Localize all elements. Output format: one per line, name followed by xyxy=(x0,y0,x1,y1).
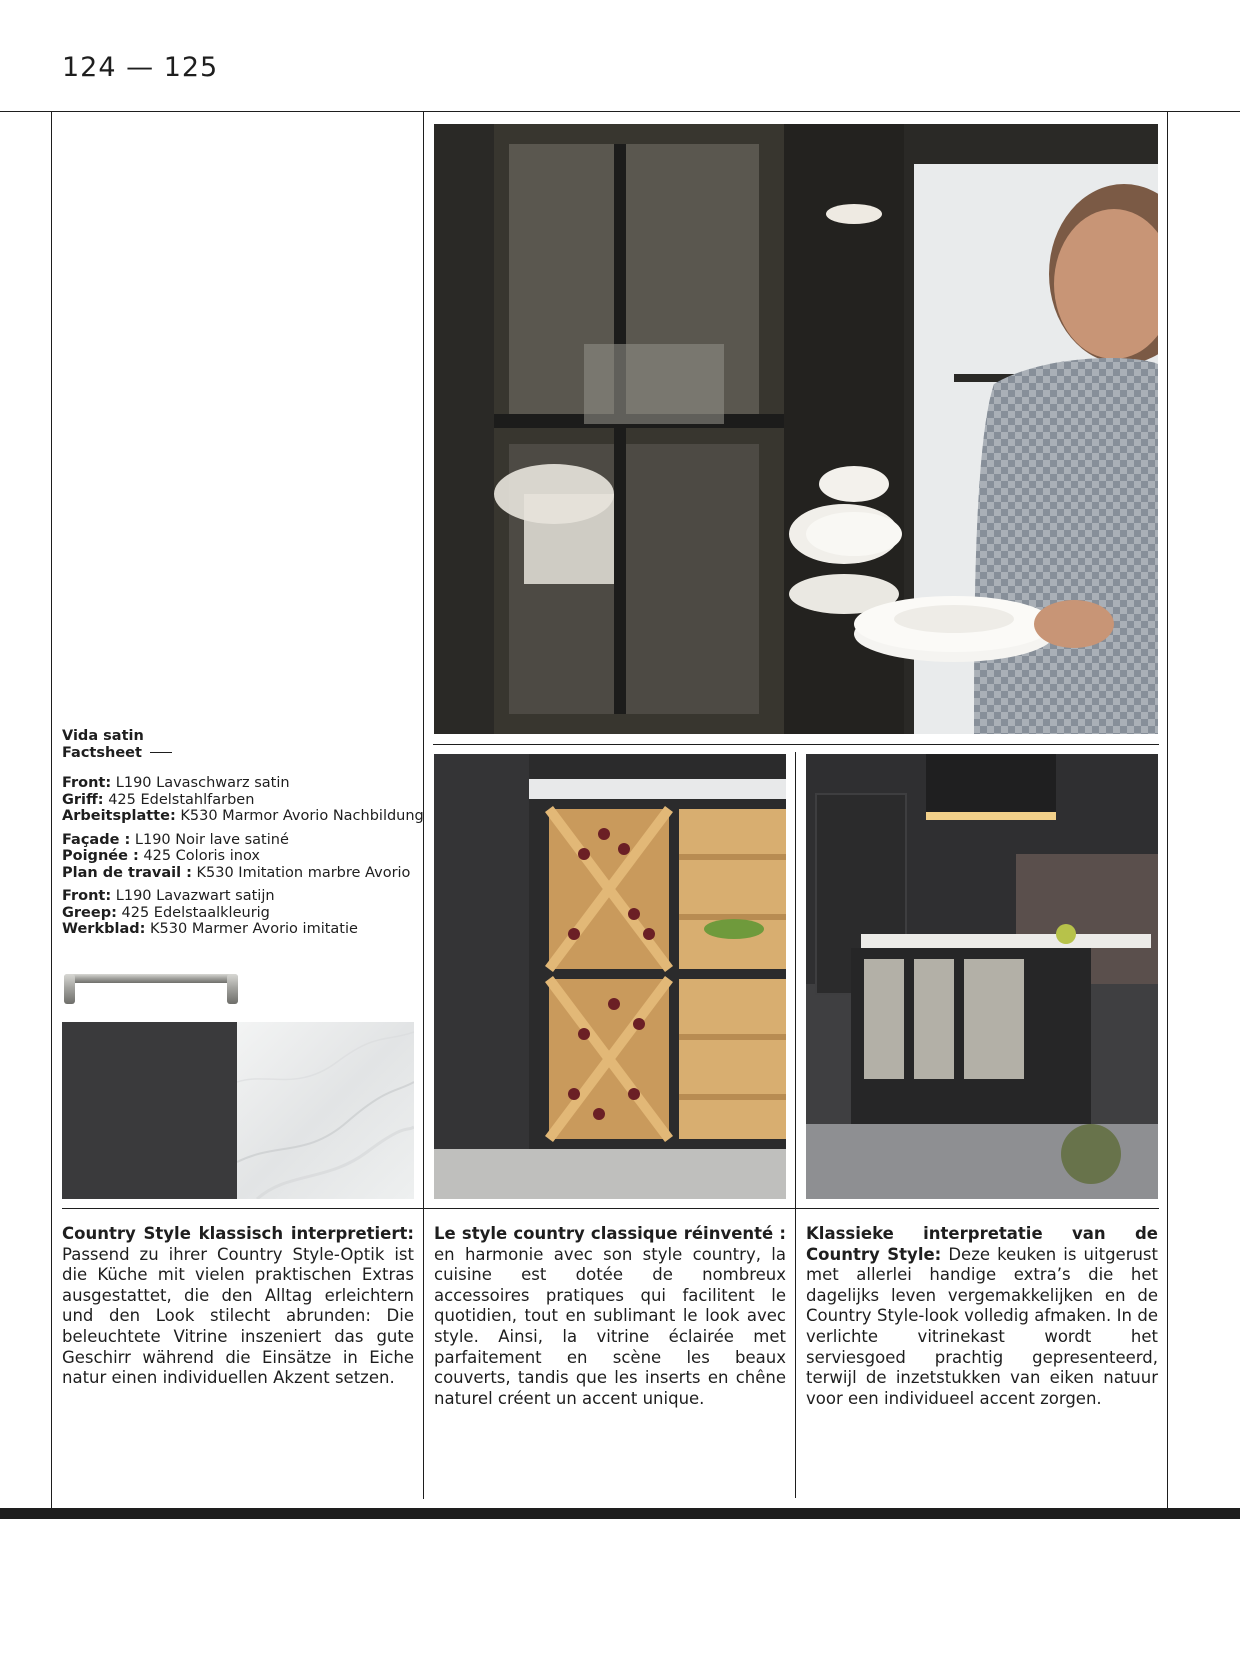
column-de-body: Passend zu ihrer Country Style-Optik ist die Küche mit vielen praktischen Extras ausgestattet, die den Alltag erleichtern und den Look stilecht abrunden: Die beleuchtete Vitrine inszeniert das gute Geschirr während die Einsätze in Eiche natur einen individuellen Akzent setzen. xyxy=(62,1244,414,1388)
column-divider-2 xyxy=(795,752,796,1498)
spec-key: Greep: xyxy=(62,904,117,921)
spec-value: L190 Lavaschwarz satin xyxy=(115,775,290,791)
factsheet-label-row xyxy=(62,745,417,762)
factsheet-dash xyxy=(150,752,172,753)
factsheet-label: Factsheet xyxy=(62,744,142,761)
spec-key: Werkblad: xyxy=(62,921,146,937)
spec-value: 425 Coloris inox xyxy=(143,848,260,864)
vitrine-photo xyxy=(434,124,1158,734)
spec-key: Front: xyxy=(62,888,112,904)
front-color-swatch xyxy=(62,1022,237,1199)
spec-row xyxy=(62,832,417,849)
text-section-rule xyxy=(62,1208,1159,1209)
column-divider-1 xyxy=(423,111,424,1499)
spec-key: Arbeitsplatte: xyxy=(62,808,176,824)
photo-divider-rule xyxy=(433,744,1159,745)
spec-row xyxy=(62,865,417,882)
spec-key: Plan de travail : xyxy=(62,864,192,881)
handle-swatch xyxy=(62,968,240,1008)
spec-value: K530 Imitation marbre Avorio xyxy=(196,864,411,881)
spec-row xyxy=(62,921,417,938)
column-de-heading: Country Style klassisch interpretiert: xyxy=(62,1224,414,1243)
spec-value: 425 Edelstaalkleurig xyxy=(121,904,270,921)
spec-row xyxy=(62,905,417,922)
column-de xyxy=(62,1224,414,1389)
kitchen-island-photo xyxy=(806,754,1158,1199)
spec-row xyxy=(62,792,417,809)
spec-key: Griff: xyxy=(62,791,104,808)
column-fr-heading: Le style country classique réinventé : xyxy=(434,1224,786,1243)
spec-row xyxy=(62,888,417,905)
spec-value: L190 Lavazwart satijn xyxy=(115,888,275,904)
page-numbers: 124 — 125 xyxy=(62,52,219,83)
right-frame-line xyxy=(1167,111,1168,1509)
column-nl-heading: Klassieke interpretatie van de Country Style: xyxy=(806,1224,1158,1264)
factsheet-group-fr xyxy=(62,832,417,882)
column-nl xyxy=(806,1224,1158,1409)
column-fr-body: en harmonie avec son style country, la cuisine est dotée de nombreux accessoires pratiques qui facilitent le quotidien, tout en sublimant le look avec style. Ainsi, la vitrine éclairée met parfaitement en scène les beaux couverts, tandis que les inserts en chêne naturel créent un accent unique. xyxy=(434,1244,786,1408)
spec-value: 425 Edelstahlfarben xyxy=(108,791,255,808)
spec-value: K530 Marmor Avorio Nachbildung xyxy=(180,808,424,824)
column-nl-body: Deze keuken is uitgerust met allerlei handige extra’s die het dagelijks leven vergemakkelijken en de Country Style-look volledig afmaken. In de verlichte vitrinekast wordt het serviesgoed prachtig gepresenteerd, terwijl de inzetstukken van eiken natuur voor een individueel accent zorgen. xyxy=(806,1244,1158,1408)
header-rule xyxy=(0,111,1240,112)
spec-row xyxy=(62,848,417,865)
spec-key: Poignée : xyxy=(62,848,139,864)
spec-value: K530 Marmer Avorio imitatie xyxy=(150,921,358,937)
factsheet xyxy=(62,728,424,938)
spec-value: L190 Noir lave satiné xyxy=(134,831,289,848)
spec-row xyxy=(62,775,417,792)
bottom-bar xyxy=(0,1508,1240,1519)
wine-rack-photo xyxy=(434,754,786,1199)
left-frame-line xyxy=(51,111,52,1509)
column-fr xyxy=(434,1224,786,1409)
spec-key: Front: xyxy=(62,775,112,791)
product-name: Vida satin xyxy=(62,728,144,744)
factsheet-group-nl xyxy=(62,888,417,938)
worktop-marble-swatch xyxy=(237,1022,414,1199)
factsheet-group-de xyxy=(62,775,424,825)
spec-key: Façade : xyxy=(62,831,131,848)
spec-row xyxy=(62,808,424,825)
